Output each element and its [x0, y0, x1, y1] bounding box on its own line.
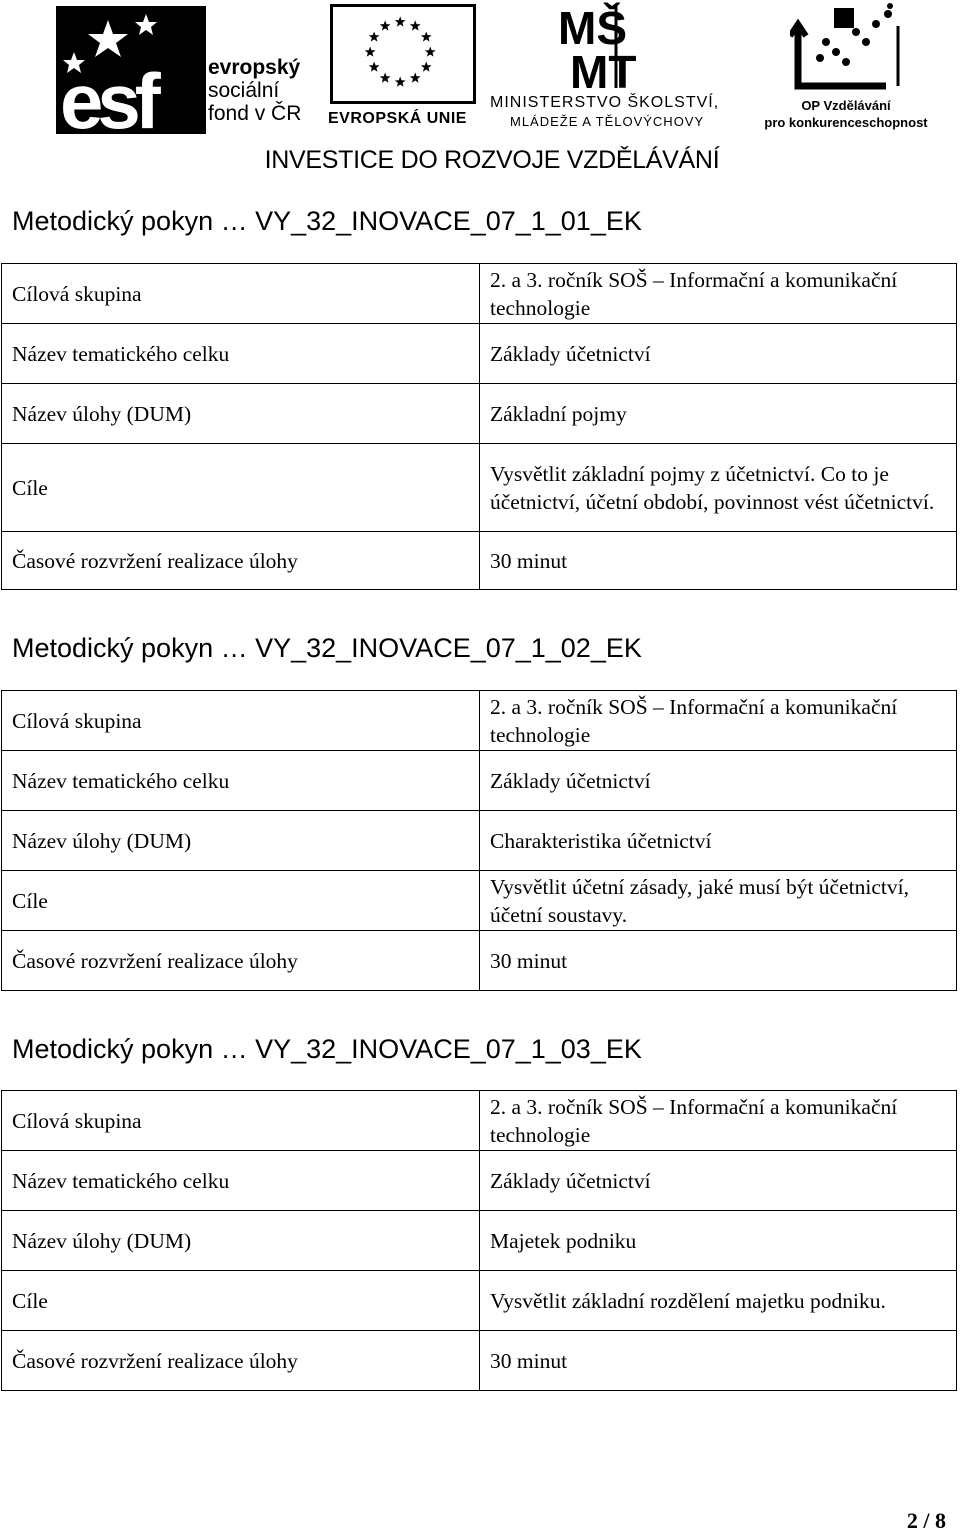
row-label: Cíle [2, 444, 480, 532]
table-row [2, 1211, 957, 1271]
eu-star-icon [369, 62, 380, 72]
row-label: Název tematického celku [2, 324, 480, 384]
section-2-table [1, 690, 957, 991]
row-value: 30 minut [480, 931, 957, 991]
eu-logo [326, 4, 484, 132]
table-row [2, 264, 957, 324]
op-line-2: pro konkurenceschopnost [764, 115, 928, 130]
table-row [2, 871, 957, 931]
table-row [2, 324, 957, 384]
row-value: 2. a 3. ročník SOŠ – Informační a komunikační technologie [480, 1091, 957, 1151]
eu-star-icon [369, 31, 380, 41]
msmt-emblem [556, 2, 684, 90]
op-line-1: OP Vzdělávání [801, 98, 891, 113]
eu-star-icon [365, 46, 376, 56]
eu-star-icon [425, 46, 436, 56]
row-value: Základy účetnictví [480, 1151, 957, 1211]
row-label: Název úlohy (DUM) [2, 1211, 480, 1271]
esf-emblem [56, 6, 206, 134]
row-label: Název tematického celku [2, 1151, 480, 1211]
row-value: Základy účetnictví [480, 324, 957, 384]
investice-banner: INVESTICE DO ROZVOJE VZDĚLÁVÁNÍ [264, 146, 720, 174]
row-value: 30 minut [480, 532, 957, 590]
row-value: Majetek podniku [480, 1211, 957, 1271]
eu-star-icon [395, 16, 406, 26]
esf-wordmark [208, 56, 301, 125]
eu-star-icon [410, 20, 421, 30]
section-3-table [1, 1090, 957, 1391]
section-1-title: Metodický pokyn … VY_32_INOVACE_07_1_01_EK [12, 206, 642, 236]
row-label: Cílová skupina [2, 1091, 480, 1151]
page-number: 2 / 8 [906, 1508, 946, 1533]
esf-line-3: fond v ČR [208, 102, 302, 125]
table-row [2, 1271, 957, 1331]
row-value: 2. a 3. ročník SOŠ – Informační a komunikační technologie [480, 691, 957, 751]
svg-text:MŠ: MŠ [558, 2, 627, 54]
row-label: Název tematického celku [2, 751, 480, 811]
row-value: 2. a 3. ročník SOŠ – Informační a komunikační technologie [480, 264, 957, 324]
row-value: Vysvětlit základní rozdělení majetku podniku. [480, 1271, 957, 1331]
row-value: Vysvětlit účetní zásady, jaké musí být účetnictví, účetní soustavy. [480, 871, 957, 931]
row-value: Charakteristika účetnictví [480, 811, 957, 871]
table-row [2, 691, 957, 751]
row-value: 30 minut [480, 1331, 957, 1391]
eu-star-icon [421, 31, 432, 41]
table-row [2, 751, 957, 811]
table-row [2, 384, 957, 444]
svg-text:MT: MT [570, 46, 637, 90]
row-label: Časové rozvržení realizace úlohy [2, 532, 480, 590]
eu-star-icon [421, 62, 432, 72]
row-value: Vysvětlit základní pojmy z účetnictví. Co to je účetnictví, účetní období, povinnost vést účetnictví. [480, 444, 957, 532]
section-2-title: Metodický pokyn … VY_32_INOVACE_07_1_02_EK [12, 633, 642, 663]
esf-line-2: sociální [208, 79, 280, 102]
table-row [2, 811, 957, 871]
row-label: Cílová skupina [2, 264, 480, 324]
table-row [2, 1151, 957, 1211]
op-emblem [790, 2, 910, 98]
table-row [2, 444, 957, 532]
table-row [2, 1331, 957, 1391]
row-label: Název úlohy (DUM) [2, 811, 480, 871]
eu-flag-icon [330, 4, 476, 104]
row-label: Časové rozvržení realizace úlohy [2, 931, 480, 991]
msmt-line-1: MINISTERSTVO ŠKOLSTVÍ, [490, 94, 720, 111]
op-logo [760, 2, 932, 134]
msmt-line-2: MLÁDEŽE A TĚLOVÝCHOVY [510, 114, 705, 129]
table-row [2, 1091, 957, 1151]
esf-line-1: evropský [208, 56, 301, 79]
eu-star-icon [395, 77, 406, 87]
row-label: Cílová skupina [2, 691, 480, 751]
table-row [2, 532, 957, 590]
esf-logo [56, 6, 318, 134]
row-label: Časové rozvržení realizace úlohy [2, 1331, 480, 1391]
eu-star-icon [380, 73, 391, 83]
table-row [2, 931, 957, 991]
svg-text:esf: esf [60, 57, 155, 134]
logo-strip [0, 0, 960, 185]
eu-star-icon [380, 20, 391, 30]
eu-star-icon [410, 73, 421, 83]
msmt-logo [490, 2, 752, 134]
section-3-title: Metodický pokyn … VY_32_INOVACE_07_1_03_EK [12, 1034, 642, 1064]
row-value: Základy účetnictví [480, 751, 957, 811]
row-value: Základní pojmy [480, 384, 957, 444]
row-label: Název úlohy (DUM) [2, 384, 480, 444]
eu-label: EVROPSKÁ UNIE [328, 110, 467, 127]
section-1-table [1, 263, 957, 590]
row-label: Cíle [2, 1271, 480, 1331]
row-label: Cíle [2, 871, 480, 931]
